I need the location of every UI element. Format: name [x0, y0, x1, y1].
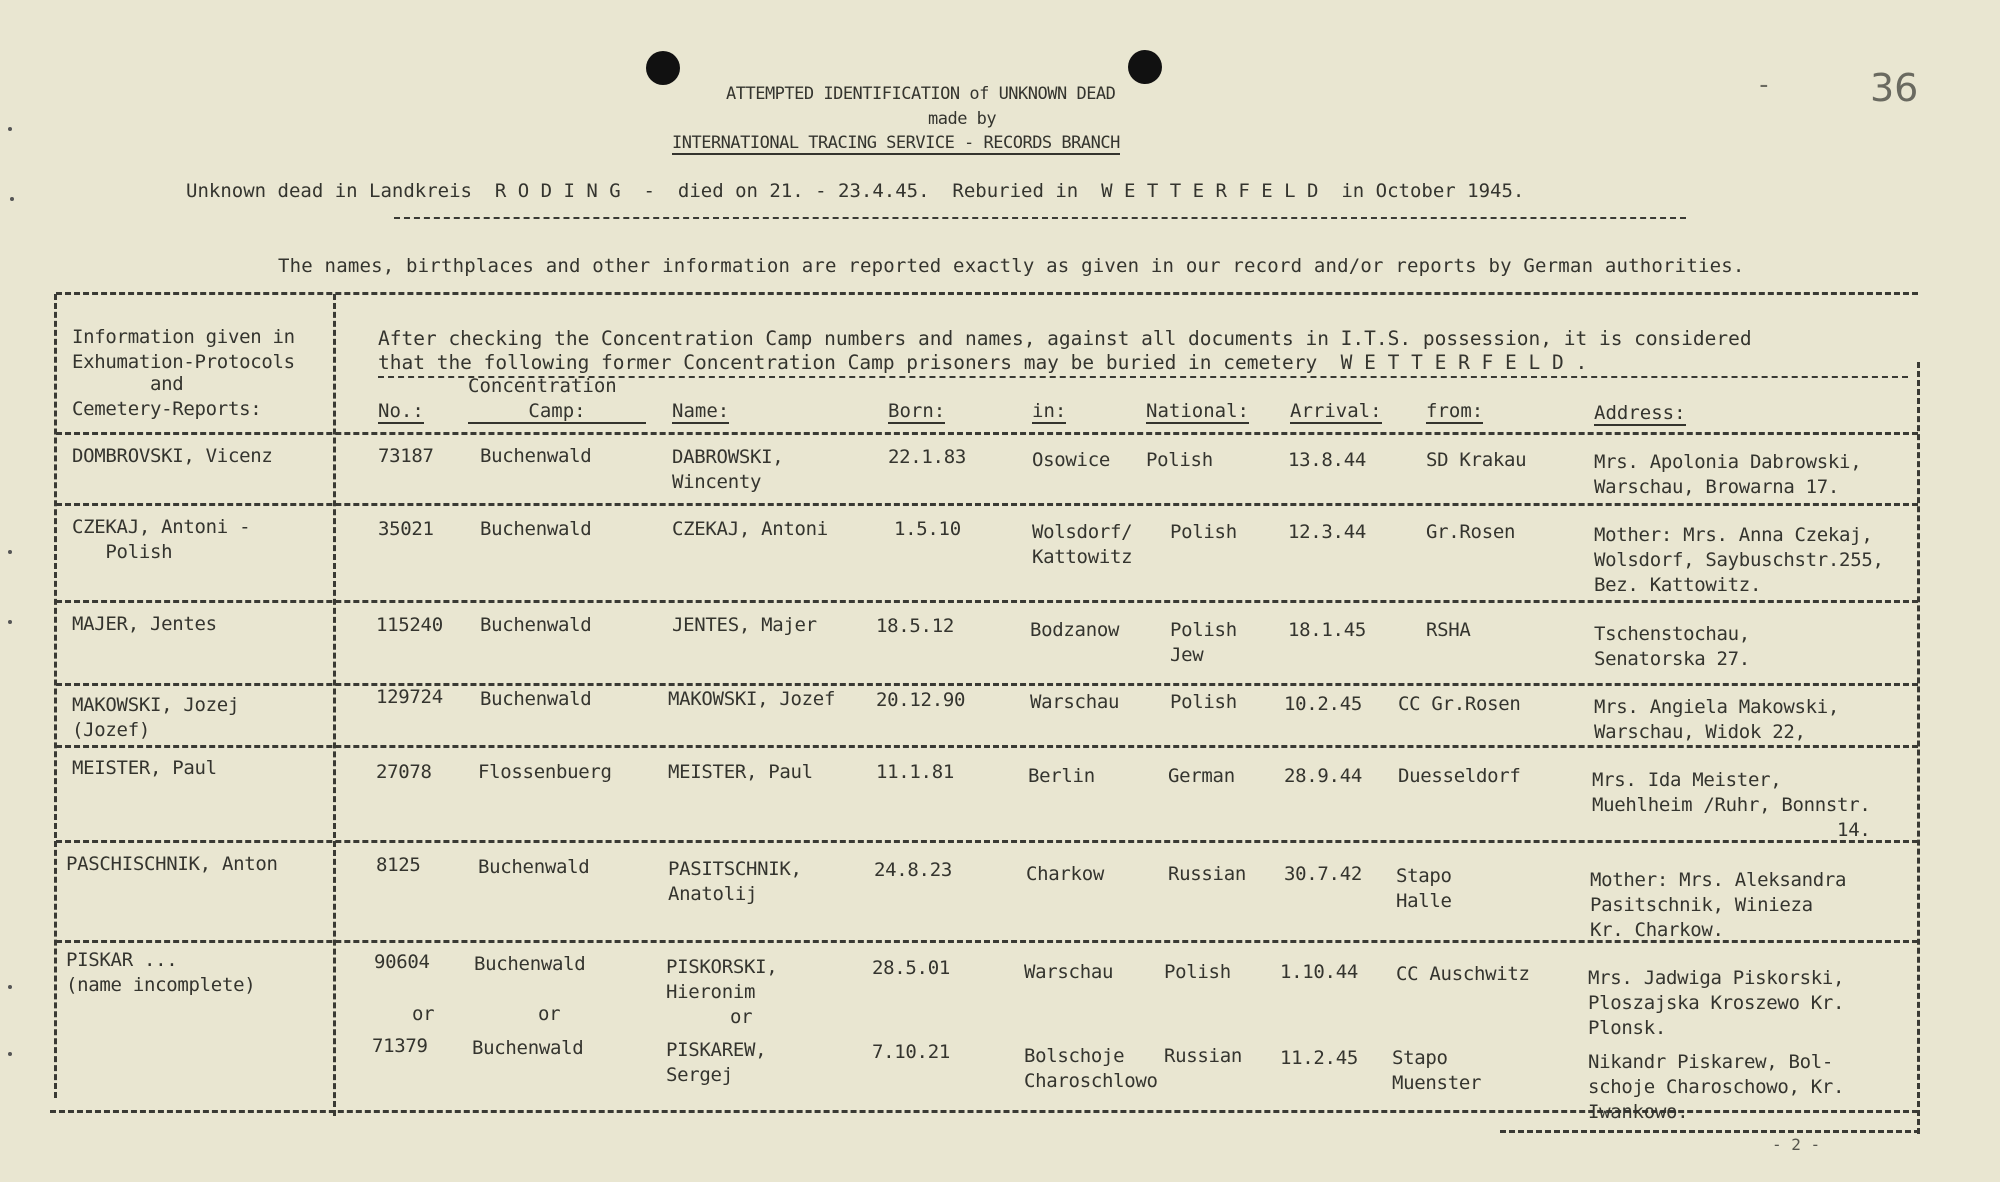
row-7-address: Nikandr Piskarew, Bol- schoje Charoschowo, Kr. Iwankowo. — [1588, 1051, 1845, 1123]
row-2-from: RSHA — [1426, 619, 1471, 641]
header-title-line1: ATTEMPTED IDENTIFICATION of UNKNOWN DEAD — [726, 84, 1116, 104]
header-title-line2: made by — [928, 109, 997, 129]
row-7-in: Bolschoje Charoschlowo — [1024, 1045, 1158, 1092]
row-5-born: 24.8.23 — [874, 859, 952, 881]
row-1-no: 35021 — [378, 518, 434, 540]
row-0-in: Osowice — [1032, 449, 1110, 471]
row-7-national: Russian — [1164, 1045, 1242, 1067]
row-5-arrival: 30.7.42 — [1284, 863, 1362, 885]
row-5-national: Russian — [1168, 863, 1246, 885]
left-header-line1: Information given in — [72, 326, 295, 348]
row-4-name: MEISTER, Paul — [668, 761, 813, 783]
col-header-national: National: — [1146, 400, 1249, 422]
row-3-born: 20.12.90 — [876, 689, 966, 711]
row-1-camp: Buchenwald — [480, 518, 592, 540]
row-1-given: CZEKAJ, Antoni - Polish — [72, 516, 251, 563]
table-right-border — [1917, 362, 1920, 1134]
row-2-born: 18.5.12 — [876, 615, 954, 637]
footer-page-mark: - 2 - — [1772, 1135, 1821, 1154]
row-6-name: PISKORSKI, Hieronim — [666, 956, 778, 1003]
row-4-arrival: 28.9.44 — [1284, 765, 1362, 787]
table-column-divider — [333, 294, 336, 1116]
row-7-born: 7.10.21 — [872, 1041, 950, 1063]
row-6-camp: Buchenwald — [474, 953, 586, 975]
row-6-born: 28.5.01 — [872, 957, 950, 979]
or-no: or — [412, 1003, 435, 1025]
row-6-arrival: 1.10.44 — [1280, 961, 1358, 983]
row-6-address: Mrs. Jadwiga Piskorski, Ploszajska Kroszewo Kr. Plonsk. — [1588, 967, 1845, 1039]
row-0-national: Polish — [1146, 449, 1213, 471]
row-4-address: Mrs. Ida Meister, Muehlheim /Ruhr, Bonnstr. 14. — [1592, 769, 1871, 841]
row-2-national: Polish Jew — [1170, 619, 1237, 666]
row-4-from: Duesseldorf — [1398, 765, 1521, 787]
col-header-arrival: Arrival: — [1290, 400, 1382, 422]
row-7-camp: Buchenwald — [472, 1037, 584, 1059]
row-0-address: Mrs. Apolonia Dabrowski, Warschau, Browarna 17. — [1594, 451, 1862, 498]
row-4-born: 11.1.81 — [876, 761, 954, 783]
col-header-no: No.: — [378, 400, 424, 422]
row-1-address: Mother: Mrs. Anna Czekaj, Wolsdorf, Saybuschstr.255, Bez. Kattowitz. — [1594, 524, 1884, 596]
margin-speck — [8, 1052, 12, 1056]
subtitle-underline — [394, 217, 1686, 219]
header-row-divider — [56, 432, 1918, 435]
row-2-given: MAJER, Jentes — [72, 613, 217, 635]
row-7-name: PISKAREW, Sergej — [666, 1039, 767, 1086]
col-header-name: Name: — [672, 400, 730, 422]
row-3-address: Mrs. Angiela Makowski, Warschau, Widok 22, — [1594, 696, 1840, 743]
row-2-no: 115240 — [376, 614, 443, 636]
or-name: or — [730, 1006, 753, 1028]
row-2-arrival: 18.1.45 — [1288, 619, 1366, 641]
row-0-camp: Buchenwald — [480, 445, 592, 467]
row-6-from: CC Auschwitz — [1396, 963, 1530, 985]
disclaimer-note: The names, birthplaces and other information are reported exactly as given in our record and/or reports by German authorities. — [278, 255, 1745, 277]
row-3-in: Warschau — [1030, 691, 1120, 713]
row-3-camp: Buchenwald — [480, 688, 592, 710]
row-4-camp: Flossenbuerg — [478, 761, 612, 783]
row-5-given: PASCHISCHNIK, Anton — [66, 853, 278, 875]
row-6-given: PISKAR ... (name incomplete) — [66, 949, 256, 996]
page-number: 36 — [1870, 66, 1919, 110]
col-header-in: in: — [1032, 400, 1067, 422]
left-header-line4: Cemetery-Reports: — [72, 398, 262, 420]
punch-hole-right — [1128, 50, 1162, 84]
row-1-in: Wolsdorf/ Kattowitz — [1032, 521, 1133, 568]
margin-speck — [8, 985, 12, 989]
row-1-national: Polish — [1170, 521, 1237, 543]
row-4-national: German — [1168, 765, 1235, 787]
row-2-camp: Buchenwald — [480, 614, 592, 636]
row-3-from: CC Gr.Rosen — [1398, 693, 1521, 715]
row-1-arrival: 12.3.44 — [1288, 521, 1366, 543]
col-header-camp-top: Concentration — [468, 375, 617, 397]
row-3-arrival: 10.2.45 — [1284, 693, 1362, 715]
margin-speck — [8, 550, 12, 554]
left-header-line2: Exhumation-Protocols — [72, 351, 295, 373]
row-1-born: 1.5.10 — [894, 518, 961, 540]
row-1-from: Gr.Rosen — [1426, 521, 1516, 543]
margin-speck — [8, 127, 12, 131]
row-7-no: 71379 — [372, 1035, 428, 1057]
row-5-in: Charkow — [1026, 863, 1104, 885]
row-0-arrival: 13.8.44 — [1288, 449, 1366, 471]
margin-speck — [10, 197, 14, 201]
page-number-dash: - — [1756, 70, 1772, 100]
table-bottom-border-tail — [1500, 1130, 1920, 1133]
row-3-name: MAKOWSKI, Jozef — [668, 688, 836, 710]
row-6-no: 90604 — [374, 951, 430, 973]
row-1-name: CZEKAJ, Antoni — [672, 518, 828, 540]
row-6-in: Warschau — [1024, 961, 1114, 983]
col-header-from: from: — [1426, 400, 1484, 422]
row-2-name: JENTES, Majer — [672, 614, 817, 636]
row-4-given: MEISTER, Paul — [72, 757, 217, 779]
or-camp: or — [538, 1003, 561, 1025]
row-3-no: 129724 — [376, 686, 443, 708]
row-5-from: Stapo Halle — [1396, 865, 1452, 912]
row-5-camp: Buchenwald — [478, 856, 590, 878]
row-4-in: Berlin — [1028, 765, 1095, 787]
intro-line2: that the following former Concentration Camp prisoners may be buried in cemetery W E T T E R F E L D . — [378, 351, 1588, 374]
row-divider — [56, 683, 1918, 686]
margin-speck — [8, 620, 12, 624]
row-7-from: Stapo Muenster — [1392, 1047, 1482, 1094]
table-left-border — [54, 294, 57, 1098]
intro-line1: After checking the Concentration Camp numbers and names, against all documents in I.T.S. possession, it is considered — [378, 327, 1752, 350]
row-0-given: DOMBROVSKI, Vicenz — [72, 445, 273, 467]
row-5-address: Mother: Mrs. Aleksandra Pasitschnik, Winieza Kr. Charkow. — [1590, 869, 1847, 941]
header-title-line3: INTERNATIONAL TRACING SERVICE - RECORDS BRANCH — [672, 133, 1120, 153]
row-5-name: PASITSCHNIK, Anatolij — [668, 858, 802, 905]
row-2-in: Bodzanow — [1030, 619, 1120, 641]
row-divider — [56, 745, 1918, 748]
row-5-no: 8125 — [376, 854, 421, 876]
col-header-camp: Camp: — [468, 400, 646, 424]
row-0-name: DABROWSKI, Wincenty — [672, 446, 784, 493]
punch-hole-left — [646, 51, 680, 85]
left-header-line3: and — [150, 373, 184, 395]
row-7-arrival: 11.2.45 — [1280, 1047, 1358, 1069]
subtitle-line: Unknown dead in Landkreis R O D I N G - died on 21. - 23.4.45. Reburied in W E T T E R F E L D in October 1945. — [186, 180, 1525, 202]
row-0-from: SD Krakau — [1426, 449, 1527, 471]
row-divider — [56, 600, 1918, 603]
row-divider — [56, 503, 1918, 506]
row-4-no: 27078 — [376, 761, 432, 783]
row-2-address: Tschenstochau, Senatorska 27. — [1594, 623, 1750, 670]
row-6-national: Polish — [1164, 961, 1231, 983]
row-3-given: MAKOWSKI, Jozej (Jozef) — [72, 694, 240, 741]
col-header-address: Address: — [1594, 402, 1686, 424]
row-3-national: Polish — [1170, 691, 1237, 713]
row-0-born: 22.1.83 — [888, 446, 966, 468]
col-header-born: Born: — [888, 400, 946, 422]
row-0-no: 73187 — [378, 445, 434, 467]
